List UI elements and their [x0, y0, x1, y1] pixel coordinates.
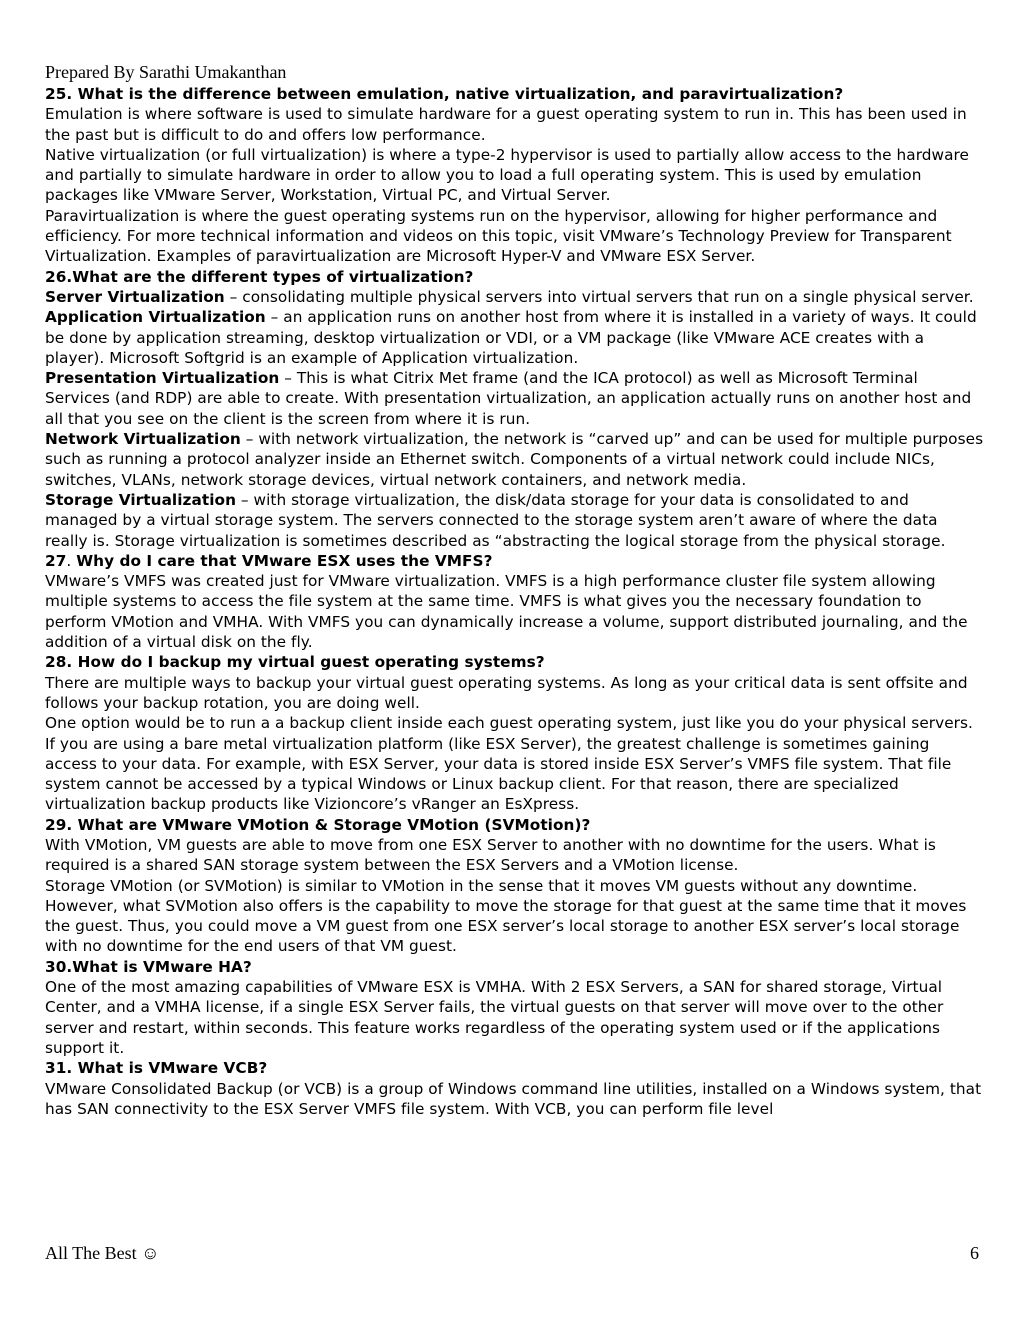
- q29-paragraph-2: Storage VMotion (or SVMotion) is similar to VMotion in the sense that it moves VM guests without any downtime. However, what SVMotion also offers is the capability to move the storage for that guest at the same time that it moves the guest. Thus, you could move a VM guest from one ESX server’s local storage to another ESX server’s local storage with no downtime for the end users of that VM guest.: [45, 876, 967, 956]
- q25-paragraph-emulation: Emulation is where software is used to simulate hardware for a guest operating system to run in. This has been used in the past but is difficult to do and offers low performance.: [45, 105, 967, 144]
- term-storage-virtualization: Storage Virtualization: [45, 490, 237, 509]
- footer-message: All The Best ☺: [45, 1243, 160, 1263]
- question-27-heading: [45, 551, 985, 571]
- page-header: Prepared By Sarathi Umakanthan: [45, 62, 287, 82]
- question-26-heading: 26.What are the different types of virtualization?: [45, 267, 474, 286]
- definition-network-virtualization: – with network virtualization, the network is “carved up” and can be used for multiple purposes such as running a protocol analyzer inside an Ethernet switch. Components of a virtual network could include NICs, switches, VLANs, network storage devices, virtual network containers, and network media.: [45, 430, 984, 489]
- q28-paragraph-2: One option would be to run a a backup client inside each guest operating system, just like you do your physical servers.: [45, 714, 973, 733]
- definition-presentation-virtualization: – This is what Citrix Met frame (and the ICA protocol) as well as Microsoft Terminal Services (and RDP) are able to create. With presentation virtualization, an application actually runs on another host and all that you see on the client is the screen from where it is run.: [45, 369, 972, 428]
- question-30-heading: 30.What is VMware HA?: [45, 957, 252, 976]
- definition-application-virtualization: – an application runs on another host from where it is installed in a variety of ways. It could be done by application streaming, desktop virtualization or VDI, or a VM package (like VMware ACE creates with a player). Microsoft Softgrid is an example of Application virtualization.: [45, 308, 977, 367]
- q27-title: Why do I care that VMware ESX uses the VMFS?: [76, 551, 493, 570]
- q27-number: 27: [45, 551, 67, 570]
- question-29-heading: 29. What are VMware VMotion & Storage VMotion (SVMotion)?: [45, 815, 591, 834]
- q26-item-application: [45, 307, 985, 368]
- q26-item-server: [45, 287, 985, 307]
- definition-storage-virtualization: – with storage virtualization, the disk/data storage for your data is consolidated to and managed by a virtual storage system. The servers connected to the storage system aren’t aware of where the data really is. Storage virtualization is sometimes described as “abstracting the logical storage from the physical storage.: [45, 490, 946, 550]
- q25-paragraph-native: Native virtualization (or full virtualization) is where a type-2 hypervisor is used to partially allow access to the hardware and partially to simulate hardware in order to allow you to load a full operating system. This is used by emulation packages like VMware Server, Workstation, Virtual PC, and Virtual Server.: [45, 145, 969, 205]
- definition-server-virtualization: – consolidating multiple physical servers into virtual servers that run on a single physical server.: [224, 287, 974, 306]
- question-28-heading: 28. How do I backup my virtual guest operating systems?: [45, 653, 545, 672]
- q31-paragraph: VMware Consolidated Backup (or VCB) is a group of Windows command line utilities, installed on a Windows system, that has SAN connectivity to the ESX Server VMFS file system. With VCB, you can perform file level: [45, 1079, 982, 1118]
- q26-item-storage: [45, 490, 985, 551]
- q26-item-network: [45, 429, 985, 490]
- term-application-virtualization: Application Virtualization: [45, 308, 266, 327]
- question-31-heading: 31. What is VMware VCB?: [45, 1059, 268, 1078]
- term-server-virtualization: Server Virtualization: [45, 287, 225, 306]
- term-network-virtualization: Network Virtualization: [45, 430, 241, 449]
- q27-separator: .: [66, 551, 77, 570]
- q30-paragraph: One of the most amazing capabilities of VMware ESX is VMHA. With 2 ESX Servers, a SAN for shared storage, Virtual Center, and a VMHA license, if a single ESX Server fails, the virtual guests on that server will move over to the other server and restart, within seconds. This feature works regardless of the operating system used or if the applications support it.: [45, 978, 944, 1057]
- q25-paragraph-paravirtualization: Paravirtualization is where the guest operating systems run on the hypervisor, allowing for higher performance and efficiency. For more technical information and videos on this topic, visit VMware’s Technology Preview for Transparent Virtualization. Examples of paravirtualization are Microsoft Hyper-V and VMware ESX Server.: [45, 206, 952, 266]
- question-25-heading: 25. What is the difference between emulation, native virtualization, and paravirtualization?: [45, 85, 844, 103]
- q28-paragraph-3: If you are using a bare metal virtualization platform (like ESX Server), the greatest challenge is sometimes gaining access to your data. For example, with ESX Server, your data is stored inside ESX Server’s VMFS file system. That file system cannot be accessed by a typical Windows or Linux backup client. For that reason, there are specialized virtualization backup products like Vizioncore’s vRanger an EsXpress.: [45, 734, 952, 814]
- q28-paragraph-1: There are multiple ways to backup your virtual guest operating systems. As long as your critical data is sent offsite and follows your backup rotation, you are doing well.: [45, 673, 968, 712]
- page-number: 6: [970, 1243, 979, 1263]
- document-body: [45, 84, 985, 1119]
- q27-paragraph: VMware’s VMFS was created just for VMware virtualization. VMFS is a high performance cluster file system allowing multiple systems to access the file system at the same time. VMFS is what gives you the necessary foundation to perform VMotion and VMHA. With VMFS you can dynamically increase a volume, support distributed journaling, and the addition of a virtual disk on the fly.: [45, 572, 968, 652]
- term-presentation-virtualization: Presentation Virtualization: [45, 369, 280, 388]
- q29-paragraph-1: With VMotion, VM guests are able to move from one ESX Server to another with no downtime for the users. What is required is a shared SAN storage system between the ESX Servers and a VMotion license.: [45, 835, 936, 875]
- q26-item-presentation: [45, 368, 985, 429]
